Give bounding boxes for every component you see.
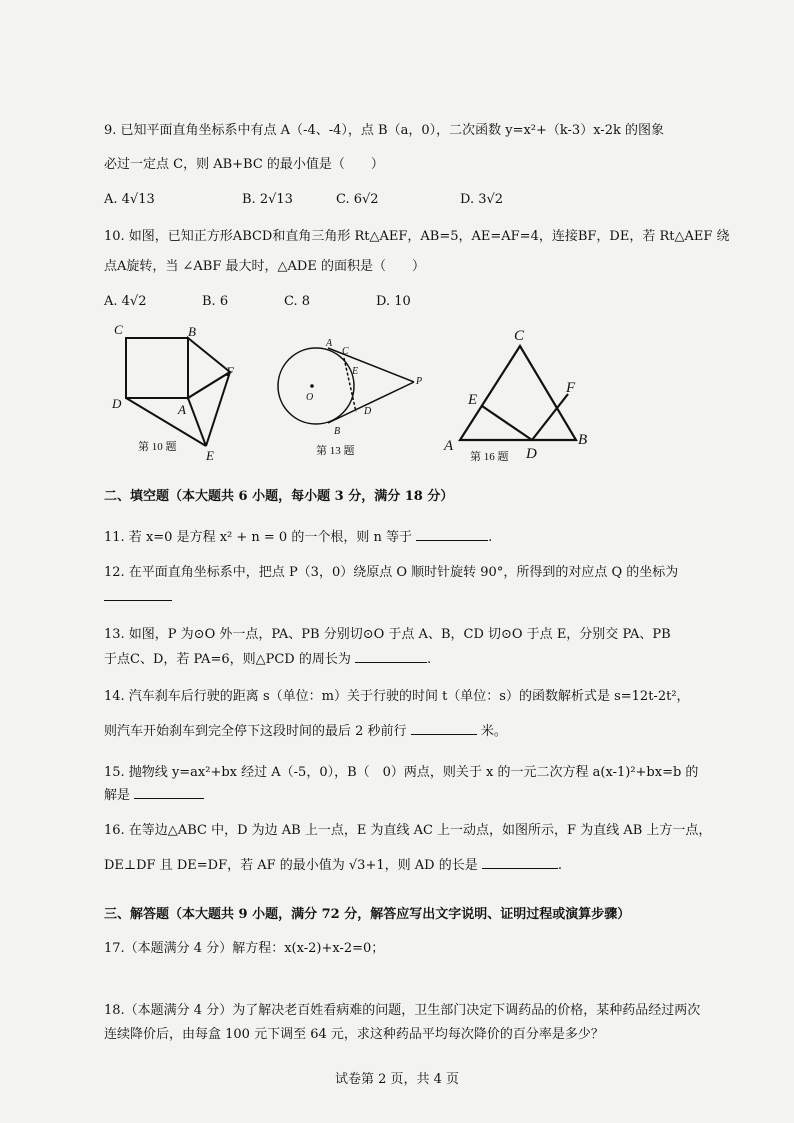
figure-16 — [440, 320, 600, 465]
fig13-label-p: P — [416, 376, 423, 387]
q13-text: 于点C、D，若 PA=6，则△PCD 的周长为 — [104, 652, 351, 667]
q18-line2: 连续降价后，由每盒 100 元下调至 64 元，求这种药品平均每次降价的百分率是多少？ — [104, 1027, 604, 1042]
q17-line: 17.（本题满分 4 分）解方程：x(x-2)+x-2=0； — [104, 941, 385, 956]
q12-line2 — [104, 588, 704, 607]
fig16-segment-ed — [482, 406, 532, 440]
q10-option-c: C. 8 — [284, 294, 311, 309]
fig16-label-e: E — [468, 392, 478, 408]
fig13-label-d: D — [364, 406, 372, 417]
page-footer: 试卷第 2 页，共 4 页 — [334, 1072, 460, 1087]
q16-text: DE⊥DF 且 DE=DF，若 AF 的最小值为 √3+1，则 AD 的长是 — [104, 858, 478, 873]
q12-line1: 12. 在平面直角坐标系中，把点 P（3，0）绕原点 O 顺时针旋转 90°，所得到的对应点 Q 的坐标为 — [104, 565, 679, 580]
fig13-center-dot — [310, 384, 314, 388]
q18-line1: 18.（本题满分 4 分）为了解决老百姓看病难的问题，卫生部门决定下调药品的价格，某种药品经过两次 — [104, 1003, 701, 1018]
q15-line2 — [104, 786, 704, 805]
q14-line2 — [104, 722, 704, 741]
section-2-heading: 二、填空题（本大题共 6 小题，每小题 3 分，满分 18 分） — [104, 489, 454, 504]
q10-line1: 10. 如图，已知正方形ABCD和直角三角形 Rt△AEF，AB=5，AE=AF=4，连接BF，DE，若 Rt△AEF 绕 — [104, 229, 730, 244]
q9-line1: 9. 已知平面直角坐标系中有点 A（-4、-4），点 B（a，0），二次函数 y=x²+（k-3）x-2k 的图象 — [104, 123, 664, 138]
fig16-label-b: B — [578, 432, 588, 448]
q14-unit: 米。 — [480, 724, 507, 739]
fig13-label-a: A — [326, 338, 333, 349]
q13-line1: 13. 如图，P 为⊙O 外一点，PA、PB 分别切⊙O 于点 A、B，CD 切⊙O 于点 E，分别交 PA、PB — [104, 627, 671, 642]
fig10-segment-ae — [188, 398, 206, 446]
q10-option-b: B. 6 — [202, 294, 229, 309]
figure-10 — [108, 320, 258, 465]
fig10-caption: 第 10 题 — [138, 441, 177, 453]
fig10-label-a: A — [178, 402, 186, 417]
q10-option-a: A. 4√2 — [104, 294, 147, 309]
q13-line2: 于点C、D，若 PA=6，则△PCD 的周长为 . — [104, 652, 432, 667]
q16-answer-blank[interactable] — [482, 856, 558, 869]
fig10-segment-de — [126, 398, 206, 446]
fig13-circle — [278, 348, 354, 424]
q15-answer-blank[interactable] — [134, 786, 204, 799]
q16-line1: 16. 在等边△ABC 中，D 为边 AB 上一点，E 为直线 AC 上一动点，如图所示，F 为直线 AB 上方一点， — [104, 823, 712, 838]
q10-line2: 点A旋转，当 ∠ABF 最大时，△ADE 的面积是（ ） — [104, 259, 425, 274]
q9-line2: 必过一定点 C，则 AB+BC 的最小值是（ ） — [104, 157, 384, 172]
fig16-label-d: D — [526, 446, 537, 462]
fig16-label-f: F — [566, 380, 576, 396]
q11-text: 11. 若 x=0 是方程 x² + n = 0 的一个根，则 n 等于 — [104, 530, 412, 545]
fig13-tangent-pa — [328, 348, 414, 382]
q9-option-b: B. 2√13 — [242, 192, 293, 207]
fig10-label-e: E — [206, 448, 214, 463]
fig13-label-b: B — [334, 426, 341, 437]
fig13-caption: 第 13 题 — [316, 445, 355, 457]
q10-option-d: D. 10 — [376, 294, 411, 309]
fig10-label-f: F — [226, 364, 234, 379]
q15-line1: 15. 抛物线 y=ax²+bx 经过 A（-5，0），B（ 0）两点，则关于 x 的一元二次方程 a(x-1)²+bx=b 的 — [104, 765, 699, 780]
q11-line: 11. 若 x=0 是方程 x² + n = 0 的一个根，则 n 等于 . — [104, 530, 493, 545]
q13-answer-blank[interactable] — [355, 650, 427, 663]
fig13-label-e: E — [352, 366, 359, 377]
q14-text: 则汽车开始刹车到完全停下这段时间的最后 2 秒前行 — [104, 724, 407, 739]
q14-line1: 14. 汽车刹车后行驶的距离 s（单位：m）关于行驶的时间 t（单位：s）的函数解析式是 s=12t-2t²， — [104, 689, 690, 704]
q11-answer-blank[interactable] — [416, 528, 488, 541]
fig10-label-d: D — [112, 396, 122, 411]
fig10-label-c: C — [114, 322, 123, 337]
q15-text: 解是 — [104, 788, 131, 803]
fig16-caption: 第 16 题 — [470, 451, 509, 463]
fig10-square — [126, 338, 188, 398]
section-3-heading: 三、解答题（本大题共 9 小题，满分 72 分，解答应写出文字说明、证明过程或演算步骤） — [104, 907, 631, 922]
fig10-label-b: B — [188, 324, 196, 339]
fig16-triangle-abc — [460, 346, 576, 440]
fig16-label-c: C — [514, 328, 525, 344]
q12-answer-blank[interactable] — [104, 588, 172, 601]
q9-option-d: D. 3√2 — [460, 192, 504, 207]
q14-answer-blank[interactable] — [411, 722, 477, 735]
fig16-label-a: A — [444, 438, 454, 454]
q16-line2: DE⊥DF 且 DE=DF，若 AF 的最小值为 √3+1，则 AD 的长是 . — [104, 858, 562, 873]
q9-option-c: C. 6√2 — [336, 192, 379, 207]
q9-option-a: A. 4√13 — [104, 192, 155, 207]
fig13-label-c: C — [342, 346, 349, 357]
fig13-label-o: O — [306, 392, 314, 403]
figure-13 — [268, 330, 433, 460]
fig10-segment-fe — [206, 372, 230, 446]
